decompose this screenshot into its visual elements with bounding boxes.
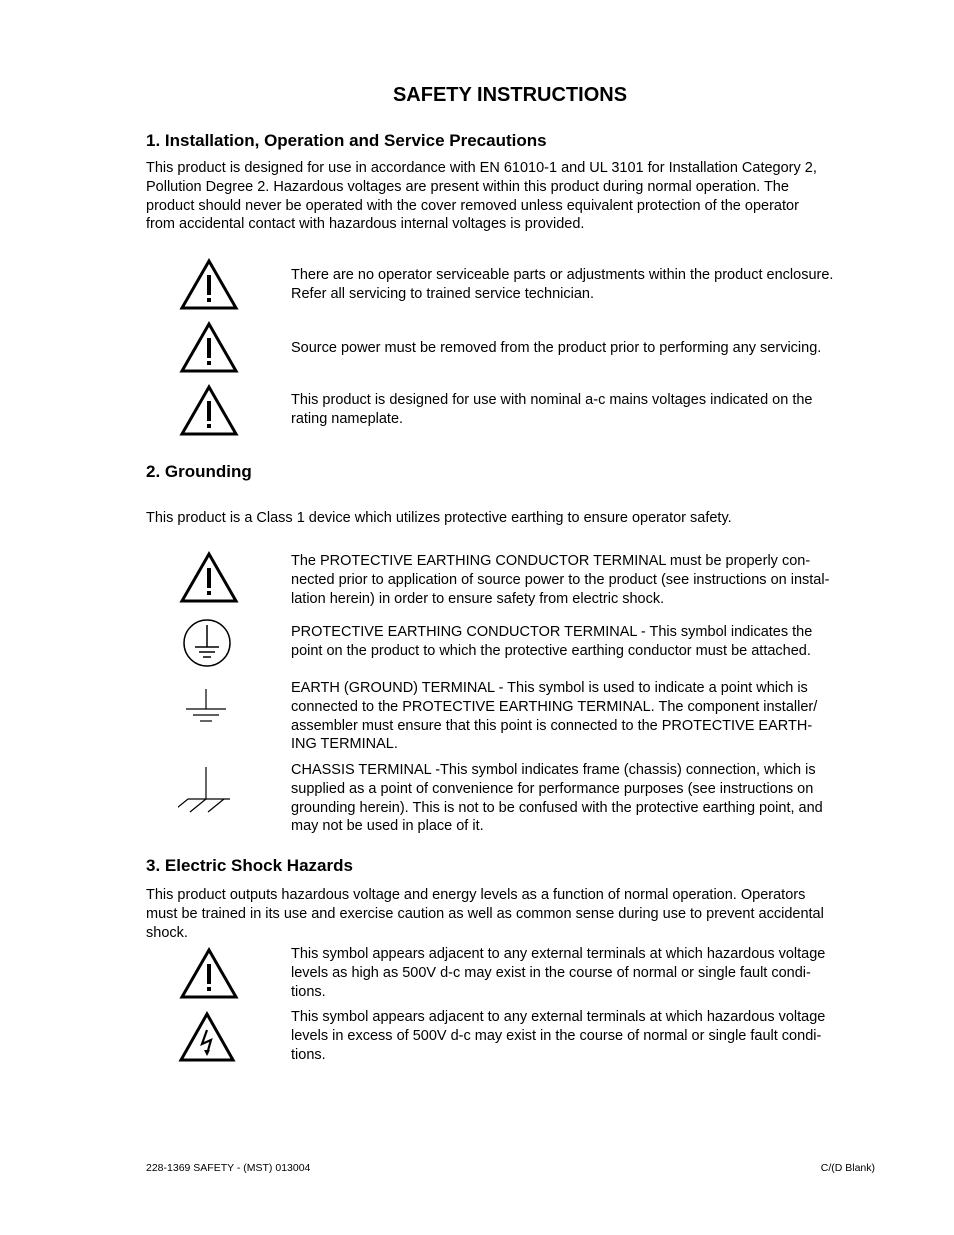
text-line: lation herein) in order to ensure safety from electric shock. (291, 590, 665, 607)
warning-triangle-icon (178, 947, 240, 1003)
text-line: This symbol appears adjacent to any external terminals at which hazardous voltage (291, 1009, 826, 1025)
text-line: may not be used in place of it. (291, 818, 484, 835)
section-intro-shock-hazards (146, 886, 876, 942)
text-line: The PROTECTIVE EARTHING CONDUCTOR TERMINAL must be properly con- (291, 553, 811, 569)
warning-triangle-icon (178, 384, 240, 440)
high-voltage-icon (178, 1008, 240, 1064)
text-line: rating nameplate. (291, 410, 404, 427)
text-line: grounding herein). This is not to be confused with the protective earthing point, and (291, 799, 823, 816)
section-heading-grounding: 2. Grounding (146, 462, 252, 481)
section-intro-grounding (146, 509, 876, 528)
intro-line: must be trained in its use and exercise caution as well as common sense during use to prevent accidental (146, 905, 824, 922)
intro-line: This product is designed for use in accordance with EN 61010-1 and UL 3101 for Installation Category 2, (146, 160, 817, 176)
grounding-text (291, 679, 881, 754)
text-line: connected to the PROTECTIVE EARTHING TERMINAL. The component installer/ (291, 698, 818, 715)
grounding-text (291, 761, 881, 836)
chassis-terminal-icon (178, 762, 240, 818)
precaution-text (291, 391, 881, 429)
intro-line: Pollution Degree 2. Hazardous voltages are present within this product during normal operation. The (146, 178, 789, 195)
text-line: point on the product to which the protective earthing conductor must be attached. (291, 642, 811, 659)
warning-triangle-icon (178, 321, 240, 377)
section-intro-installation (146, 159, 876, 234)
section-heading-shock-hazards: 3. Electric Shock Hazards (146, 856, 353, 875)
text-line: There are no operator serviceable parts or adjustments within the product enclosure. (291, 267, 834, 283)
text-line: tions. (291, 983, 326, 1000)
footer-page-label: C/(D Blank) (820, 1162, 875, 1174)
grounding-text (291, 552, 881, 608)
text-line: nected prior to application of source power to the product (see instructions on instal- (291, 571, 830, 588)
intro-line: shock. (146, 924, 188, 941)
shock-hazard-text (291, 945, 881, 1001)
text-line: Refer all servicing to trained service technician. (291, 285, 595, 302)
earth-ground-icon (178, 683, 240, 739)
section-heading-installation: 1. Installation, Operation and Service Precautions (146, 131, 547, 150)
intro-line: product should never be operated with the cover removed unless equivalent protection of the operator (146, 197, 799, 214)
text-line: assembler must ensure that this point is connected to the PROTECTIVE EARTH- (291, 717, 813, 734)
text-line: levels as high as 500V d-c may exist in the course of normal or single fault condi- (291, 964, 811, 981)
warning-triangle-icon (178, 551, 240, 607)
shock-hazard-text (291, 1008, 881, 1064)
text-line: levels in excess of 500V d-c may exist in the course of normal or single fault condi- (291, 1027, 822, 1044)
grounding-text (291, 623, 881, 661)
intro-line: from accidental contact with hazardous internal voltages is provided. (146, 216, 585, 233)
text-line: CHASSIS TERMINAL -This symbol indicates frame (chassis) connection, which is (291, 762, 816, 778)
intro-line: This product is a Class 1 device which utilizes protective earthing to ensure operator safety. (146, 510, 732, 526)
page-title: SAFETY INSTRUCTIONS (392, 84, 628, 106)
text-line: Source power must be removed from the product prior to performing any servicing. (291, 340, 822, 356)
warning-triangle-icon (178, 258, 240, 314)
text-line: EARTH (GROUND) TERMINAL - This symbol is used to indicate a point which is (291, 680, 808, 696)
text-line: supplied as a point of convenience for performance purposes (see instructions on (291, 780, 814, 797)
text-line: This product is designed for use with nominal a-c mains voltages indicated on the (291, 392, 813, 408)
footer-document-id: 228-1369 SAFETY - (MST) 013004 (146, 1162, 311, 1174)
text-line: PROTECTIVE EARTHING CONDUCTOR TERMINAL - This symbol indicates the (291, 624, 813, 640)
text-line: This symbol appears adjacent to any external terminals at which hazardous voltage (291, 946, 826, 962)
intro-line: This product outputs hazardous voltage and energy levels as a function of normal operation. Operators (146, 887, 806, 903)
precaution-text (291, 339, 881, 358)
text-line: tions. (291, 1046, 326, 1063)
text-line: ING TERMINAL. (291, 736, 398, 753)
precaution-text (291, 266, 881, 304)
protective-earth-icon (178, 614, 240, 670)
